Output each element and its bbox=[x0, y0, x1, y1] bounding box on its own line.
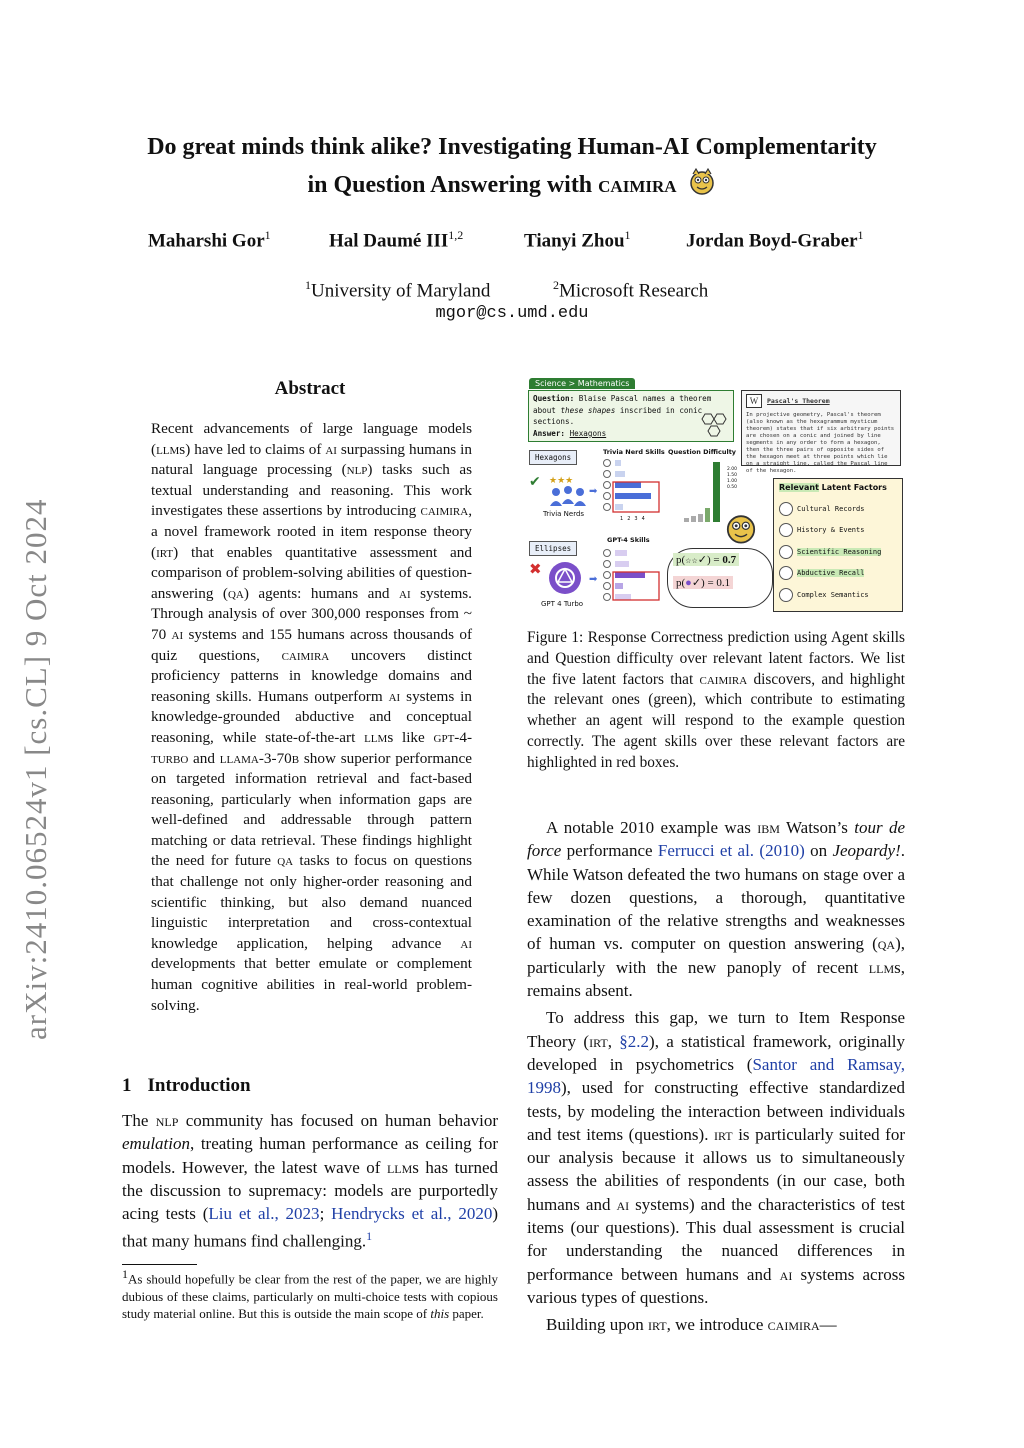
figure-1-caption: Figure 1: Response Correctness prediction using Agent skills and Question difficulty over relevant latent factors. We list the five latent factors that caimira discovers, and highlight the relevant ones (green), which contribute to estimating whether an agent will respond to the example question correctly. The agent skills over these relevant factors are highlighted in red boxes. bbox=[527, 629, 905, 771]
cross-icon: ✖ bbox=[529, 560, 542, 578]
section-heading-introduction: 1 Introduction bbox=[122, 1075, 251, 1096]
title-line-1: Do great minds think alike? Investigating Human-AI Complementarity bbox=[147, 134, 877, 160]
abstract-body: Recent advancements of large language models (llms) have led to claims of ai surpassing humans in natural language processing (nlp) tasks such as textual understanding and reasoning. This work investigates these assertions by introducing caimira, a novel framework rooted in item response theory (irt) that enables quantitative assessment and comparison of problem-solving abilities of question-answering (qa) agents: humans and ai systems. Through analysis of over 300,000 responses from ~ 70 ai systems and 155 humans across thousands of quiz questions, caimira uncovers distinct proficiency patterns in knowledge domains and reasoning skills. Humans outperform ai systems in knowledge-grounded abductive and conceptual reasoning, while state-of-the-art llms like gpt-4-turbo and llama-3-70b show superior performance on targeted information retrieval and fact-based reasoning, particularly when information gaps are well-defined and addressable through pattern matching or data retrieval. These findings highlight the need for future qa tasks to focus on questions that challenge not only higher-order reasoning and scientific thinking, but also demand nuanced linguistic interpretation and cross-contextual knowledge application, helping advance ai developments that better emulate or complement human cognitive abilities in real-world problem-solving. bbox=[151, 420, 473, 1014]
ai-skills-title: GPT-4 Skills bbox=[607, 536, 650, 544]
skill-bar bbox=[615, 550, 627, 556]
paper-title bbox=[60, 128, 964, 204]
difficulty-bar bbox=[698, 514, 703, 522]
human-skills-title: Trivia Nerd Skills bbox=[603, 448, 665, 456]
arrow-right-icon: ➡ bbox=[589, 574, 598, 585]
recall-icon bbox=[779, 566, 793, 580]
category-tab: Science > Mathematics bbox=[529, 378, 635, 389]
factor-icon bbox=[604, 460, 611, 467]
openai-logo-icon bbox=[545, 560, 585, 596]
author-2: Hal Daumé III$^{1,2}$ bbox=[329, 228, 464, 252]
arrow-right-icon: ➡ bbox=[589, 486, 598, 497]
arxiv-identifier[interactable]: arXiv:2410.06524v1 [cs.CL] 9 Oct 2024 bbox=[18, 498, 53, 1040]
latent-factor-cultural-records: Cultural Records bbox=[779, 498, 897, 520]
wikipedia-icon: W bbox=[746, 394, 762, 408]
skill-bar bbox=[615, 594, 631, 600]
citation-ferrucci[interactable]: Ferrucci et al. bbox=[657, 841, 755, 861]
hexagons-icon bbox=[699, 413, 729, 439]
trivia-nerds-icon bbox=[547, 474, 589, 508]
figure-1 bbox=[527, 378, 905, 618]
latent-factor-history-events: History & Events bbox=[779, 520, 897, 542]
human-agent-label: Trivia Nerds bbox=[543, 510, 585, 518]
caimira-mascot-icon bbox=[687, 166, 717, 196]
affiliation-1: $^1$University of Maryland bbox=[305, 278, 491, 302]
ai-answer-tag: Ellipses bbox=[529, 541, 577, 556]
history-icon bbox=[779, 523, 793, 537]
caimira-name: caimira bbox=[598, 172, 677, 198]
culture-icon bbox=[779, 502, 793, 516]
latent-factor-abductive-recall: Abductive Recall bbox=[779, 563, 897, 585]
difficulty-title: Question Difficulty bbox=[668, 448, 737, 456]
latent-factor-scientific-reasoning: Scientific Reasoning bbox=[779, 541, 897, 563]
factor-icon bbox=[604, 550, 611, 557]
difficulty-axis-ticks: 2.00 1.50 1.00 0.50 bbox=[727, 467, 738, 490]
difficulty-bar bbox=[691, 516, 696, 522]
abstract-heading: Abstract bbox=[274, 378, 346, 399]
author-1: Maharshi Gor$^1$ bbox=[148, 228, 271, 252]
wikipedia-box: W Pascal's Theorem In projective geometry, Pascal's theorem (also known as the hexagrammum mysticum theorem) states that if six arbitrary points are chosen on a conic and joined by line segments in any order to form a hexagon, then the three pairs of opposite sides of the hexagon meet at three points which lie on a straight line, called the Pascal line of the hexagon. bbox=[741, 390, 901, 466]
citation-liu[interactable]: Liu et al., 2023 bbox=[208, 1204, 320, 1224]
skills-axis-ticks: 1234 bbox=[620, 516, 649, 522]
factor-icon bbox=[604, 482, 611, 489]
skill-bar bbox=[615, 471, 625, 477]
paragraph-watson: A notable 2010 example was ibm Watson’s tour de force performance Ferrucci et al. (2010) on Jeopardy!. While Watson defeated the two humans on stage over a few dozen questions, a thorough, quantitative examination of the relative strengths and weaknesses of human vs. computer on question answering (qa), particularly with the new panoply of recent llms, remains absent. bbox=[527, 818, 906, 1001]
latent-factors-box bbox=[773, 478, 903, 612]
question-box: Question: Blaise Pascal names a theorem about these shapes inscribed in conic sections. Answer: Hexagons bbox=[528, 390, 734, 442]
ai-correct-probability: p(●✓) = 0.1 bbox=[673, 576, 733, 589]
contact-email[interactable]: mgor@cs.umd.edu bbox=[435, 304, 589, 323]
title-line-2: in Question Answering with caimira bbox=[60, 166, 964, 204]
section-link[interactable]: §2.2 bbox=[619, 1031, 650, 1051]
factor-icon bbox=[604, 594, 611, 601]
human-answer-tag: Hexagons bbox=[529, 450, 577, 465]
factor-icon bbox=[604, 471, 611, 478]
affiliation-2: $^2$Microsoft Research bbox=[553, 278, 709, 302]
semantics-icon bbox=[779, 588, 793, 602]
author-3: Tianyi Zhou$^1$ bbox=[524, 228, 631, 252]
paragraph-irt: To address this gap, we turn to Item Response Theory (irt, §2.2), a statistical framework, originally developed in psychometrics (Santor and Ramsay, 1998), used for constructing effective standardized tests, by modeling the interaction between individuals and test items (questions). irt is particularly suited for our analysis because it allows us to simultaneously assess the abilities of respondents (in our case, both humans and ai systems) and the characteristics of test items (our questions). This dual assessment is crucial for understanding the nuanced differences in performance between humans and ai systems across various types of questions. bbox=[527, 1008, 906, 1307]
citation-ferrucci-year[interactable]: (2010) bbox=[759, 841, 805, 861]
skill-bar bbox=[615, 583, 623, 589]
difficulty-bar bbox=[684, 518, 689, 522]
svg-text:★★★: ★★★ bbox=[549, 476, 574, 486]
factor-icon bbox=[604, 561, 611, 568]
paragraph-caimira: Building upon irt, we introduce caimira— bbox=[546, 1315, 837, 1335]
factor-icon bbox=[604, 493, 611, 500]
footnote-marker[interactable]: 1 bbox=[366, 1229, 373, 1244]
introduction-paragraph: The nlp community has focused on human behavior emulation, treating human performance as ceiling for models. However, the latest wave of llms has turned the discussion to supremacy: models are purportedly acing tests (Liu et al., 2023; Hendrycks et al., 2020) that many humans find challenging.$^1$ bbox=[122, 1111, 498, 1252]
difficulty-bar bbox=[705, 508, 710, 522]
difficulty-bar-relevant bbox=[713, 462, 720, 522]
human-correct-probability: p(☆☆✓) = 0.7 bbox=[673, 553, 739, 566]
author-4: Jordan Boyd-Graber$^1$ bbox=[686, 228, 864, 252]
ai-agent-label: GPT 4 Turbo bbox=[541, 600, 584, 608]
ai-skills-chart bbox=[601, 546, 661, 608]
skill-bar bbox=[615, 460, 621, 466]
caimira-mascot-icon bbox=[723, 508, 759, 546]
wikipedia-excerpt: In projective geometry, Pascal's theorem (also known as the hexagrammum mysticum theorem) states that if six arbitrary points are chosen on a conic and joined by line segments in any order to form a hexagon, then the three pairs of opposite sides of the hexagon meet at three points which lie on a straight line, called the Pascal line of the hexagon. bbox=[746, 412, 895, 474]
skill-bar bbox=[615, 493, 651, 499]
right-column-body bbox=[527, 816, 905, 1337]
footnote-1: $^1$As should hopefully be clear from the rest of the paper, we are highly dubious of these claims, particularly on multi-choice tests with copious study material online. But this is outside the main scope of this paper. bbox=[122, 1267, 498, 1321]
citation-hendrycks[interactable]: Hendrycks et al., 2020 bbox=[331, 1204, 493, 1224]
factor-icon bbox=[604, 504, 611, 511]
skill-bar bbox=[615, 572, 645, 578]
science-icon bbox=[779, 545, 793, 559]
skill-bar bbox=[615, 504, 623, 510]
latent-factor-complex-semantics: Complex Semantics bbox=[779, 584, 897, 606]
skill-bar bbox=[615, 482, 641, 488]
factor-icon bbox=[604, 572, 611, 579]
latent-factors-heading: Relevant Latent Factors bbox=[779, 483, 887, 492]
footnote-rule bbox=[122, 1264, 197, 1265]
citation-santor[interactable]: Santor and Ramsay, 1998 bbox=[527, 1054, 905, 1098]
factor-icon bbox=[604, 583, 611, 590]
check-icon: ✔ bbox=[529, 474, 541, 490]
skill-bar bbox=[615, 561, 629, 567]
